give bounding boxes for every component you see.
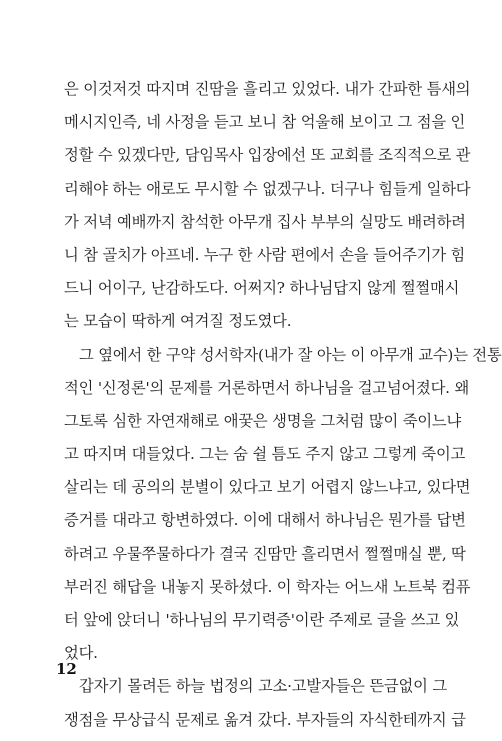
text-line: 메시지인즉, 네 사정을 듣고 보니 참 억울해 보이고 그 점을 인 <box>64 113 466 132</box>
text-line: 드니 어이구, 난감하도다. 어쩌지? 하나님답지 않게 쩔쩔매시 <box>64 279 460 298</box>
text-line: 살리는 데 공의의 분별이 있다고 보기 어렵지 않느냐고, 있다면 <box>64 478 471 497</box>
text-line: 증거를 대라고 항변하였다. 이에 대해서 하나님은 뭔가를 답변 <box>64 511 466 530</box>
text-line: 었다. <box>64 644 98 663</box>
text-line: 하려고 우물쭈물하다가 결국 진땀만 흘리면서 쩔쩔매실 뿐, 딱 <box>64 544 466 563</box>
body-text <box>64 73 502 737</box>
text-line: 터 앞에 앉더니 '하나님의 무기력증'이란 주제로 글을 쓰고 있 <box>64 611 460 629</box>
text-line: 그토록 심한 자연재해로 애꿎은 생명을 그처럼 많이 죽이느냐 <box>64 411 462 430</box>
text-line: 부러진 해답을 내놓지 못하셨다. 이 학자는 어느새 노트북 컴퓨 <box>64 577 471 596</box>
text-line: 가 저녁 예배까지 참석한 아무개 집사 부부의 실망도 배려하려 <box>64 212 466 231</box>
text-line: 리해야 하는 애로도 무시할 수 없겠구나. 더구나 힘들게 일하다 <box>64 179 471 198</box>
text-line: 니 참 골치가 아프네. 누구 한 사람 편에서 손을 들어주기가 힘 <box>64 245 466 264</box>
text-line: 은 이것저것 따지며 진땀을 흘리고 있었다. 내가 간파한 틈새의 <box>64 80 471 98</box>
text-line: 정할 수 있겠다만, 담임목사 입장에선 또 교회를 조직적으로 관 <box>64 146 471 165</box>
paragraph-first-line: 그 옆에서 한 구약 성서학자(내가 잘 아는 이 아무개 교수)는 전통 <box>79 345 502 364</box>
page-number: 12 <box>56 660 77 678</box>
paragraph-first-line: 갑자기 몰려든 하늘 법정의 고소·고발자들은 뜬금없이 그 <box>79 677 447 696</box>
text-line: 적인 '신정론'의 문제를 거론하면서 하나님을 걸고넘어졌다. 왜 <box>64 378 470 397</box>
text-line: 쟁점을 무상급식 문제로 옮겨 갔다. 부자들의 자식한테까지 급 <box>64 710 466 729</box>
text-line: 고 따지며 대들었다. 그는 숨 쉴 틈도 주지 않고 그렇게 죽이고 <box>64 445 466 464</box>
text-line: 는 모습이 딱하게 여겨질 정도였다. <box>64 312 292 331</box>
